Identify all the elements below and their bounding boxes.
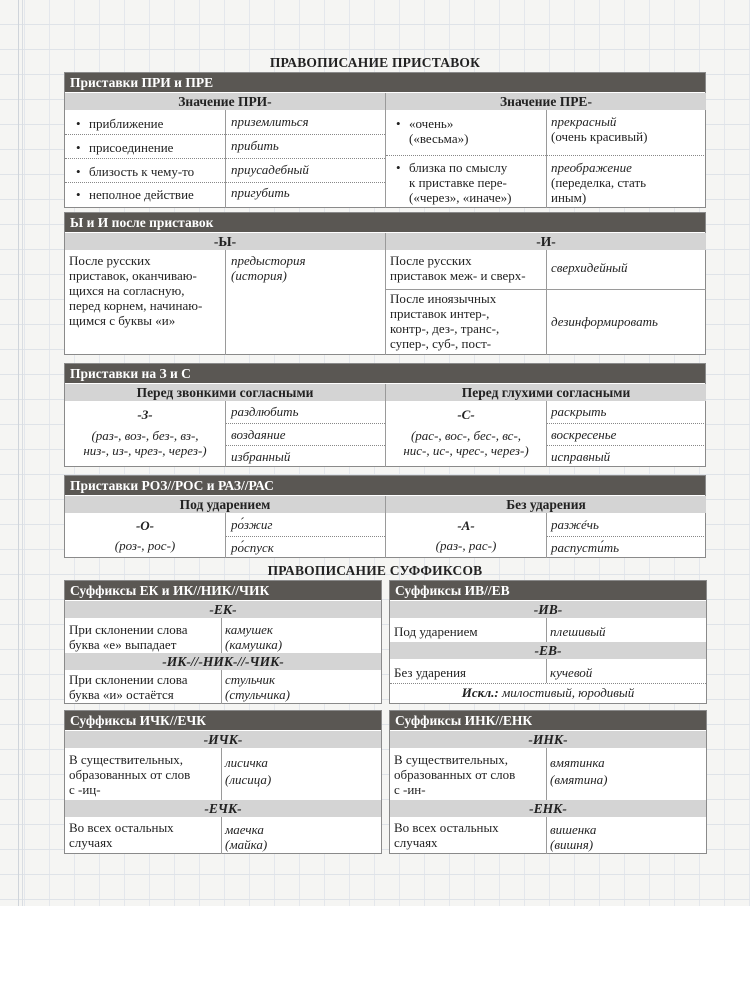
ichk-echk-header: Суффиксы ИЧК//ЕЧК (65, 711, 381, 730)
prefix-list: (роз-, рос-) (114, 538, 176, 553)
list-item: (очень красивый) (551, 129, 648, 144)
i-head: -И- (386, 233, 706, 250)
pri-pre-table (64, 72, 706, 208)
example-word: ро́зжиг (231, 517, 273, 532)
rule-text: При склонении слова (69, 622, 188, 637)
pri-pre-header: Приставки ПРИ и ПРЕ (65, 73, 705, 92)
rule-text: случаях (394, 835, 438, 850)
margin-line (22, 0, 23, 906)
list-item: • близость к чему-то (89, 164, 194, 179)
list-item: к приставке пере- (409, 175, 507, 190)
rule-text: образованных от слов (69, 767, 191, 782)
example-word: кучевой (550, 665, 593, 680)
prefixes-title: ПРАВОПИСАНИЕ ПРИСТАВОК (269, 55, 481, 70)
rule-text: образованных от слов (394, 767, 516, 782)
ek-head: -ЕК- (65, 601, 381, 618)
list-item: • близка по смыслу (409, 160, 507, 175)
list-item: • «очень» (409, 116, 453, 131)
prefix-list: низ-, из-, чрез-, через-) (83, 443, 207, 458)
example-word: лисичка (225, 755, 268, 770)
margin-line (18, 0, 19, 906)
suffixes-title: ПРАВОПИСАНИЕ СУФФИКСОВ (267, 563, 483, 578)
example-word: плешивый (550, 624, 606, 639)
rule-text: случаях (69, 835, 113, 850)
z-s-header: Приставки на З и С (65, 364, 705, 383)
rule-text: щимся с буквы «и» (69, 313, 176, 328)
iv-ev-header: Суффиксы ИВ//ЕВ (390, 581, 706, 600)
list-item: (переделка, стать (551, 175, 647, 190)
example-word: (вишня) (550, 837, 594, 852)
example-word: исправный (551, 449, 611, 464)
example-word: (камушка) (225, 637, 283, 652)
z-s-table (64, 363, 706, 467)
letter-rule: -С- (457, 407, 475, 422)
example-word: (вмятина) (550, 772, 608, 787)
example-word: воздаяние (231, 427, 286, 442)
example-word: вишенка (550, 822, 597, 837)
example-word: ро́спуск (231, 540, 274, 555)
enk-head: -ЕНК- (390, 800, 706, 817)
rule-text: Без ударения (394, 665, 467, 680)
example-word: дезинформировать (551, 314, 658, 329)
example-word: сверхидейный (551, 260, 628, 275)
list-item: прибить (231, 138, 279, 153)
list-item: прекрасный (551, 114, 617, 129)
rule-text: контр-, дез-, транс-, (390, 321, 500, 336)
exception-text: милостивый, юродивый (501, 685, 635, 700)
pre-meaning-head: Значение ПРЕ- (386, 93, 706, 110)
roz-raz-header: Приставки РОЗ//РОС и РАЗ//РАС (65, 476, 705, 495)
roz-raz-table (64, 475, 706, 558)
rule-text: приставок интер-, (390, 306, 490, 321)
y-i-header: Ы и И после приставок (65, 213, 705, 232)
rule-text: с -ин- (394, 782, 426, 797)
example-word: камушек (225, 622, 273, 637)
list-item: иным) (551, 190, 587, 205)
list-item: • приближение (89, 116, 163, 131)
list-item: преображение (551, 160, 632, 175)
list-item: приземлиться (231, 114, 309, 129)
ichk-echk-table (64, 710, 382, 854)
prefix-list: (рас-, вос-, бес-, вс-, (410, 428, 522, 443)
ik-head: -ИК-//-НИК-//-ЧИК- (65, 653, 381, 670)
rule-text: перед корнем, начинаю- (69, 298, 203, 313)
example-word: избранный (231, 449, 291, 464)
example-word: предыстория (231, 253, 306, 268)
list-item: приусадебный (231, 162, 309, 177)
rule-text: с -иц- (69, 782, 101, 797)
letter-rule: -А- (457, 518, 475, 533)
pri-meaning-head: Значение ПРИ- (65, 93, 385, 110)
example-word: маечка (225, 822, 264, 837)
rule-text: буква «е» выпадает (69, 637, 177, 652)
prefix-list: (раз-, воз-, без-, вз-, (91, 428, 199, 443)
letter-rule: -О- (135, 518, 155, 533)
y-i-table (64, 212, 706, 355)
list-item: («через», «иначе») (409, 190, 512, 205)
example-word: (майка) (225, 837, 268, 852)
unstressed-head: Без ударения (386, 496, 706, 513)
echk-head: -ЕЧК- (65, 800, 381, 817)
ichk-head: -ИЧК- (65, 731, 381, 748)
iv-head: -ИВ- (390, 601, 706, 618)
prefix-list: (раз-, рас-) (435, 538, 497, 553)
voiceless-head: Перед глухими согласными (386, 384, 706, 401)
rule-text: После русских (69, 253, 151, 268)
voiced-head: Перед звонкими согласными (65, 384, 385, 401)
rule-text: В существительных, (69, 752, 183, 767)
ink-head: -ИНК- (390, 731, 706, 748)
rule-text: Под ударением (394, 624, 478, 639)
exception-label: Искл.: (461, 685, 499, 700)
rule-text: приставок, оканчиваю- (69, 268, 197, 283)
ink-enk-table (389, 710, 707, 854)
example-word: раскрыть (551, 404, 607, 419)
iv-ev-table (389, 580, 707, 704)
example-word: разжéчь (551, 517, 599, 532)
rule-text: Во всех остальных (394, 820, 499, 835)
ink-enk-header: Суффиксы ИНК//ЕНК (390, 711, 706, 730)
list-item: («весьма») (409, 131, 469, 146)
rule-text: приставок меж- и сверх- (390, 268, 526, 283)
example-word: раздлюбить (231, 404, 299, 419)
rule-text: После иноязычных (390, 291, 497, 306)
y-head: -Ы- (65, 233, 385, 250)
rule-text: В существительных, (394, 752, 508, 767)
example-word: стульчик (225, 672, 276, 687)
rule-text: щихся на согласную, (69, 283, 185, 298)
rule-text: При склонении слова (69, 672, 188, 687)
list-item: • присоединение (89, 140, 173, 155)
stressed-head: Под ударением (65, 496, 385, 513)
letter-rule: -З- (137, 407, 153, 422)
prefix-list: нис-, ис-, чрес-, через-) (403, 443, 529, 458)
rule-text: После русских (390, 253, 472, 268)
example-word: воскресенье (551, 427, 617, 442)
example-word: вмятинка (550, 755, 605, 770)
ev-head: -ЕВ- (390, 642, 706, 659)
example-word: (лисица) (225, 772, 272, 787)
rule-text: буква «и» остаётся (69, 687, 174, 702)
example-word: (стульчика) (225, 687, 290, 702)
ek-ik-header: Суффиксы ЕК и ИК//НИК//ЧИК (65, 581, 381, 600)
list-item: • неполное действие (89, 187, 194, 202)
example-word: распусти́ть (551, 540, 620, 555)
rule-text: супер-, суб-, пост- (390, 336, 492, 351)
ek-ik-table (64, 580, 382, 704)
example-word: (история) (231, 268, 287, 283)
list-item: пригубить (231, 185, 290, 200)
rule-text: Во всех остальных (69, 820, 174, 835)
